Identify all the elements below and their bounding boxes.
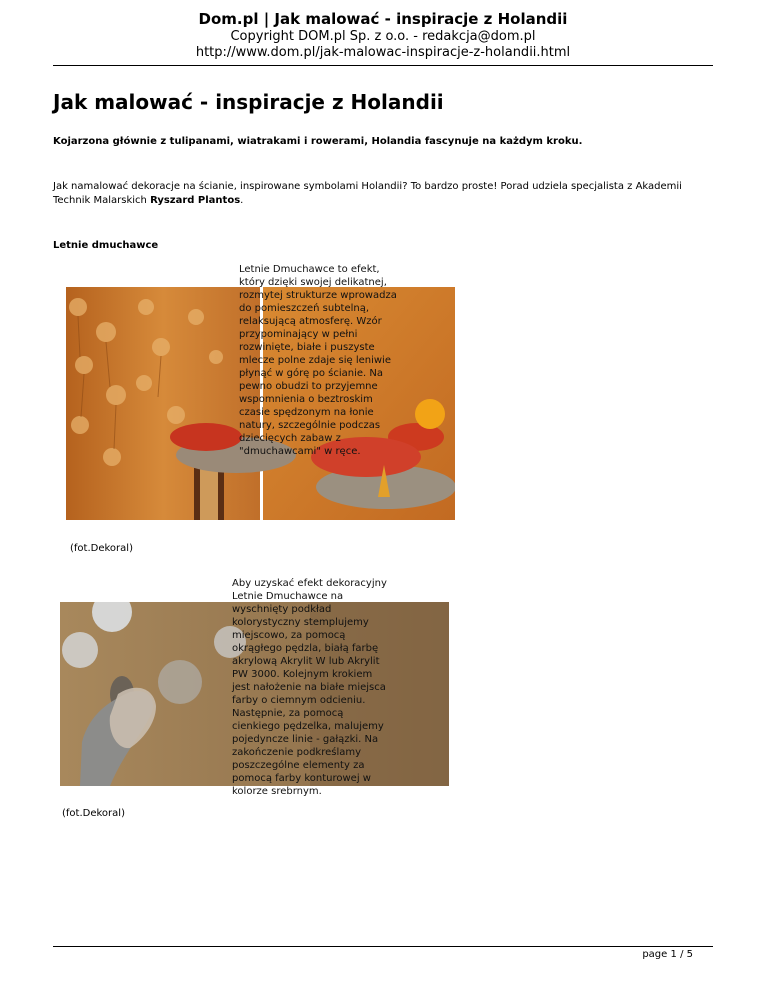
photo-caption-1: (fot.Dekoral) <box>70 543 133 554</box>
page-total: 5 <box>686 949 693 960</box>
article-lead: Kojarzona głównie z tulipanami, wiatrakami i rowerami, Holandia fascynuje na każdym kroku. <box>53 136 583 147</box>
footer-divider <box>53 946 713 947</box>
intro-end: . <box>240 194 244 206</box>
document-header <box>53 10 713 61</box>
section-title: Letnie dmuchawce <box>53 240 159 251</box>
page-indicator <box>642 949 693 960</box>
page-label: page <box>642 949 668 960</box>
page-separator: / <box>680 949 684 960</box>
header-url: http://www.dom.pl/jak-malowac-inspiracje-z-holandii.html <box>195 45 571 60</box>
article-intro <box>53 180 713 207</box>
header-copyright: Copyright DOM.pl Sp. z o.o. - redakcja@dom.pl <box>230 29 536 44</box>
header-title: Dom.pl | Jak malować - inspiracje z Holandii <box>198 10 568 28</box>
intro-author-name: Ryszard Plantos <box>150 194 241 206</box>
photo-caption-2: (fot.Dekoral) <box>62 808 125 819</box>
page-current: 1 <box>670 949 677 960</box>
article-block-1-text: Letnie Dmuchawce to efekt, który dzięki swojej delikatnej, rozmytej strukturze wprowadza do pomieszczeń subtelną, relaksującą atmosferę. Wzór przypominający w pełni rozwinięte, białe i puszyste mlecze polne zdaje się leniwie płynąć w górę po ścianie. Na pewno obudzi to przyjemne wspomnienia o beztroskim czasie spędzonym na łonie natury, szczególnie podczas dziecięcych zabaw z "dmuchawcami" w ręce. <box>239 264 397 457</box>
page-title: Jak malować - inspiracje z Holandii <box>53 90 444 114</box>
intro-text: Jak namalować dekoracje na ścianie, inspirowane symbolami Holandii? To bardzo proste! Porad udziela specjalista z Akademii Technik Malarskich <box>53 181 682 206</box>
header-divider <box>53 65 713 66</box>
article-block-2-text: Aby uzyskać efekt dekoracyjny Letnie Dmuchawce na wyschnięty podkład kolorystyczny stemplujemy miejscowo, za pomocą okrągłego pędzla, białą farbę akrylową Akrylit W lub Akrylit PW 3000. Kolejnym krokiem jest nałożenie na białe miejsca farby o ciemnym odcieniu. Następnie, za pomocą cienkiego pędzelka, malujemy pojedyncze linie - gałązki. Na zakończenie podkreślamy poszczególne elementy za pomocą farby konturowej w kolorze srebrnym. <box>232 578 387 797</box>
